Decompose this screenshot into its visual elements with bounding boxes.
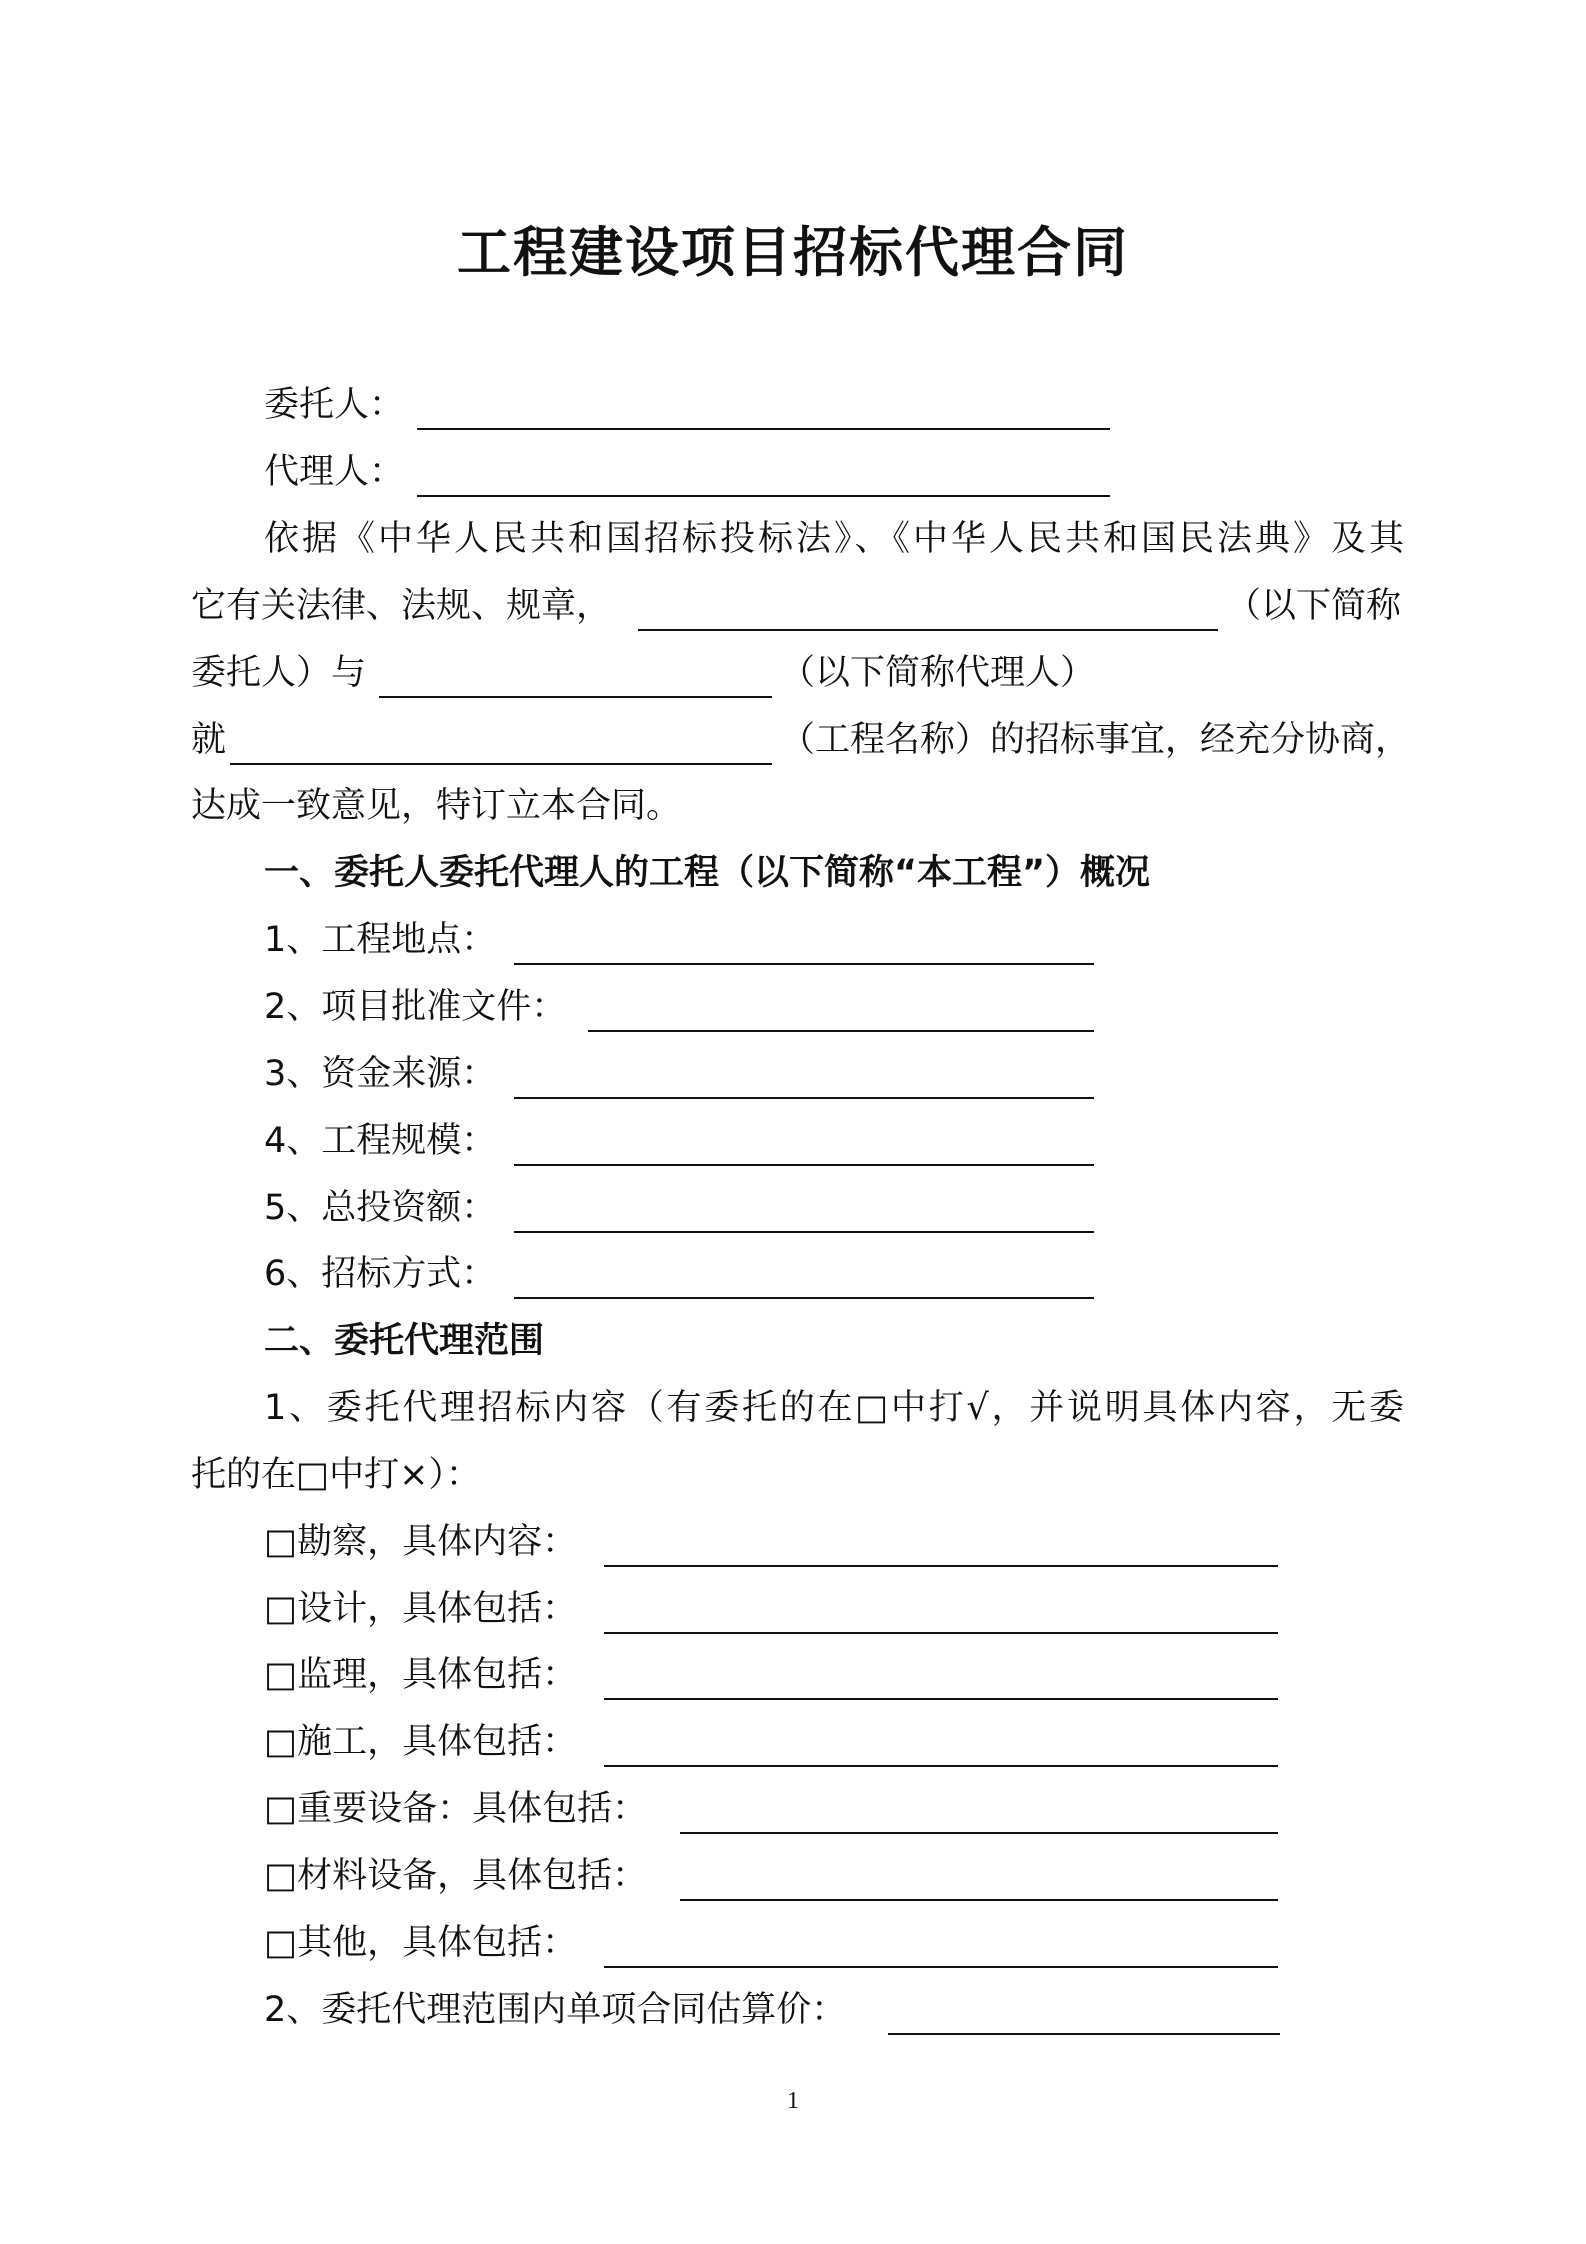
- agent-label: 代理人：: [264, 452, 405, 492]
- major-equipment-detail-blank[interactable]: [680, 1832, 1278, 1834]
- other-detail-blank[interactable]: [604, 1966, 1278, 1968]
- agent-name-blank[interactable]: [379, 696, 772, 698]
- page-number: 1: [787, 2088, 799, 2114]
- project-scale-blank[interactable]: [514, 1164, 1094, 1166]
- tender-method-blank[interactable]: [514, 1297, 1094, 1299]
- preamble-line-2-prefix: 它有关法律、法规、规章，: [191, 586, 612, 626]
- section-1-item: 4、工程规模：: [264, 1121, 497, 1161]
- agent-blank[interactable]: [417, 495, 1110, 497]
- preamble-line-4-suffix: （工程名称）的招标事宜，经充分协商，: [780, 720, 1411, 760]
- preamble-line-3-suffix: （以下简称代理人）: [780, 653, 1096, 693]
- site-location-blank[interactable]: [514, 963, 1094, 965]
- document-title: 工程建设项目招标代理合同: [457, 221, 1129, 284]
- section-1-item: 1、工程地点：: [264, 920, 497, 960]
- section-2-intro-line-2: 托的在□中打×）：: [191, 1455, 481, 1495]
- scope-option[interactable]: □施工，具体包括：: [264, 1722, 578, 1762]
- preamble-line-2-suffix: （以下简称: [1226, 586, 1402, 626]
- section-1-heading: 一、委托人委托代理人的工程（以下简称“本工程”）概况: [264, 853, 1151, 893]
- supervision-detail-blank[interactable]: [604, 1698, 1278, 1700]
- section-2-intro-line-1: 1、委托代理招标内容（有委托的在□中打√，并说明具体内容，无委: [264, 1388, 1404, 1428]
- scope-option[interactable]: □材料设备，具体包括：: [264, 1856, 648, 1896]
- approval-document-blank[interactable]: [588, 1030, 1094, 1032]
- scope-option[interactable]: □设计，具体包括：: [264, 1589, 578, 1629]
- principal-label: 委托人：: [264, 385, 405, 425]
- preamble-line-1: 依据《中华人民共和国招标投标法》、《中华人民共和国民法典》及其: [264, 519, 1404, 559]
- preamble-line-5: 达成一致意见，特订立本合同。: [191, 786, 682, 826]
- construction-detail-blank[interactable]: [604, 1765, 1278, 1767]
- legal-basis-blank[interactable]: [638, 629, 1218, 631]
- scope-option[interactable]: □勘察，具体内容：: [264, 1522, 578, 1562]
- section-2-heading: 二、委托代理范围: [264, 1321, 545, 1361]
- estimate-blank[interactable]: [888, 2033, 1280, 2035]
- survey-detail-blank[interactable]: [604, 1565, 1278, 1567]
- project-name-blank[interactable]: [230, 763, 772, 765]
- scope-option[interactable]: □其他，具体包括：: [264, 1923, 578, 1963]
- principal-blank[interactable]: [417, 428, 1110, 430]
- section-1-item: 6、招标方式：: [264, 1254, 497, 1294]
- preamble-line-4-prefix: 就: [191, 720, 227, 760]
- scope-option[interactable]: □重要设备：具体包括：: [264, 1789, 648, 1829]
- estimate-label: 2、委托代理范围内单项合同估算价：: [264, 1990, 847, 2030]
- section-1-item: 3、资金来源：: [264, 1054, 497, 1094]
- design-detail-blank[interactable]: [604, 1632, 1278, 1634]
- preamble-line-3-prefix: 委托人）与: [191, 653, 367, 693]
- material-equipment-detail-blank[interactable]: [680, 1899, 1278, 1901]
- scope-option[interactable]: □监理，具体包括：: [264, 1655, 578, 1695]
- section-1-item: 2、项目批准文件：: [264, 987, 567, 1027]
- total-investment-blank[interactable]: [514, 1231, 1094, 1233]
- funding-source-blank[interactable]: [514, 1097, 1094, 1099]
- section-1-item: 5、总投资额：: [264, 1188, 497, 1228]
